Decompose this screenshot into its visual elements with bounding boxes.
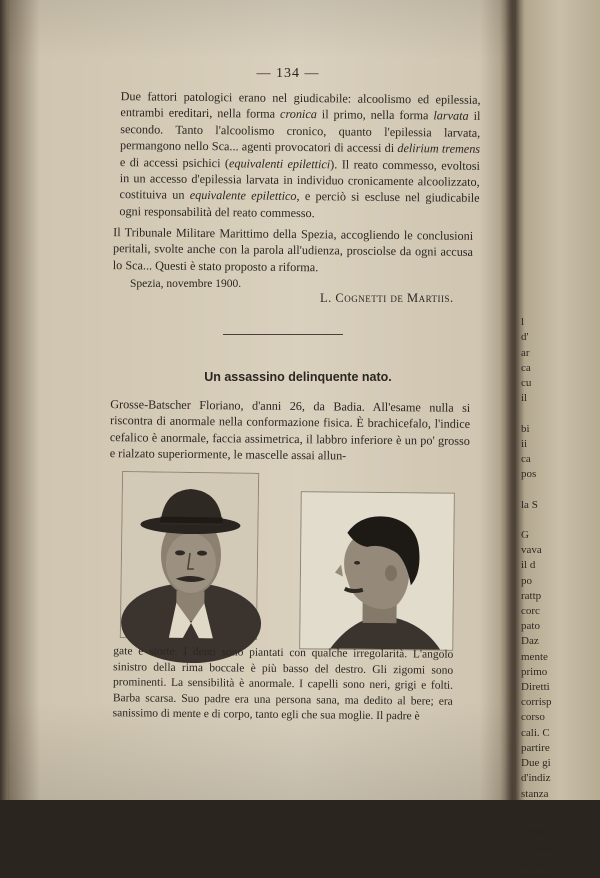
right-page-line: corso xyxy=(521,711,545,724)
right-page-line xyxy=(521,513,599,528)
right-page-line: po xyxy=(521,574,532,587)
page-number: — 134 — xyxy=(256,66,320,81)
right-page-line: Due gi xyxy=(521,757,551,770)
frontal-portrait-photo xyxy=(120,471,259,640)
right-page-line: mente xyxy=(521,650,548,663)
right-page-line: pato xyxy=(521,620,540,633)
right-page-line xyxy=(521,406,599,421)
right-page-line xyxy=(521,482,599,497)
right-page-line: bi xyxy=(521,422,530,435)
p1-mid2: il secondo. Tanto l'alcoolismo cronico, quanto l'epilessia larvata, permangono nello Sca... agenti provocatori di accessi di xyxy=(120,109,481,156)
right-page-line xyxy=(521,300,599,315)
section-divider xyxy=(223,334,343,335)
paragraph-pathology xyxy=(119,88,480,223)
right-page-line: l xyxy=(521,316,525,329)
term-equivalenti: equivalenti epilettici xyxy=(228,155,331,171)
right-page-line: cali. C xyxy=(521,726,550,739)
right-page-text xyxy=(521,300,599,878)
profile-portrait-photo xyxy=(299,491,455,651)
right-page-line: il xyxy=(521,392,528,405)
paragraph-tribunal: Il Tribunale Militare Marittimo della Spezia, accogliendo le conclusioni peritali, svolte anche con la parola all'udienza, prosciolse da ogni accusa lo Sca... Questi è stato proposto a riforma. xyxy=(112,225,474,275)
right-page-line: in una xyxy=(521,802,549,815)
right-page-line: il d xyxy=(521,559,536,572)
p1-end: , e perciò si escluse nel giudicabile ogni responsabilità del reato commesso. xyxy=(119,189,480,221)
right-page-line: ca xyxy=(521,361,531,374)
left-page xyxy=(8,0,513,800)
author-signature: L. Cognetti de Martiis. xyxy=(320,291,454,305)
term-equivalente: equivalente epilettico xyxy=(189,188,297,204)
term-larvata: larvata xyxy=(433,108,469,124)
p1-mid3: e di accessi psichici ( xyxy=(119,154,230,170)
right-page-line: ca xyxy=(521,453,531,466)
right-page-line: primo xyxy=(521,665,548,678)
paragraph-family: gate e storte. I denti sono piantati con qualche irregolarità. L'angolo sinistro della rima boccale è più basso del destro. Gli zigomi sono prominenti. La sensibilità è anormale. I capelli sono neri, grigi e folti. Barba scarsa. Suo padre era una persona sana, ma dedito al bere; era sanissimo di mente e di corpo, tanto egli che sua moglie. Il padre è xyxy=(112,645,454,723)
p1-intro: Due fattori patologici erano nel giudicabile: alcoolismo ed epilessia, entrambi ereditari, nella forma xyxy=(120,89,481,122)
right-page-line: d'indiz xyxy=(521,772,551,785)
right-page-line: corrisp xyxy=(521,696,552,709)
right-page-line: ferrea, xyxy=(521,817,550,830)
right-page-line: la S xyxy=(521,498,538,511)
section-title: Un assassino delinquente nato. xyxy=(204,370,392,384)
right-page-line: partire xyxy=(521,741,550,754)
right-page-line: Diretti xyxy=(521,681,550,694)
dateline: Spezia, novembre 1900. xyxy=(130,278,242,290)
p1-mid4: ). Il reato commesso, evoltosi in un accesso d'epilessia larvata in individuo cronicamente alcoolizzato, costituiva un xyxy=(119,156,480,203)
right-page-line: cu xyxy=(521,377,532,390)
right-page-line: G xyxy=(521,529,529,542)
p1-mid1: il primo, nella forma xyxy=(316,107,434,123)
right-page-line: ar xyxy=(521,346,530,359)
term-cronica: cronica xyxy=(280,107,317,122)
paragraph-description: Grosse-Batscher Floriano, d'anni 26, da Badia. All'esame nulla si riscontra di anormale nella conformazione fisica. È brachicefalo, l'indice cefalico è anormale, faccia assimetrica, il labbro inferiore è un po' grosso e rialzato superiormente, le mascelle assai allun- xyxy=(109,397,471,463)
right-page-line: ancora i xyxy=(521,863,557,876)
term-delirium: delirium tremens xyxy=(397,141,481,157)
right-page-line: stanza xyxy=(521,787,549,800)
right-page-line: rattp xyxy=(521,589,542,602)
man-with-hat-illustration xyxy=(121,472,258,639)
right-page-line: d' xyxy=(521,331,529,344)
right-page-line: corc xyxy=(521,605,540,618)
right-page-line: si prese xyxy=(521,848,555,861)
right-page-line: pos xyxy=(521,468,537,481)
right-page-line: cui era xyxy=(521,833,551,846)
right-page-line: Daz xyxy=(521,635,539,648)
right-page-line: ii xyxy=(521,437,528,450)
right-page-line: vava xyxy=(521,544,542,557)
man-in-profile-illustration xyxy=(300,492,454,650)
right-page xyxy=(515,0,600,876)
